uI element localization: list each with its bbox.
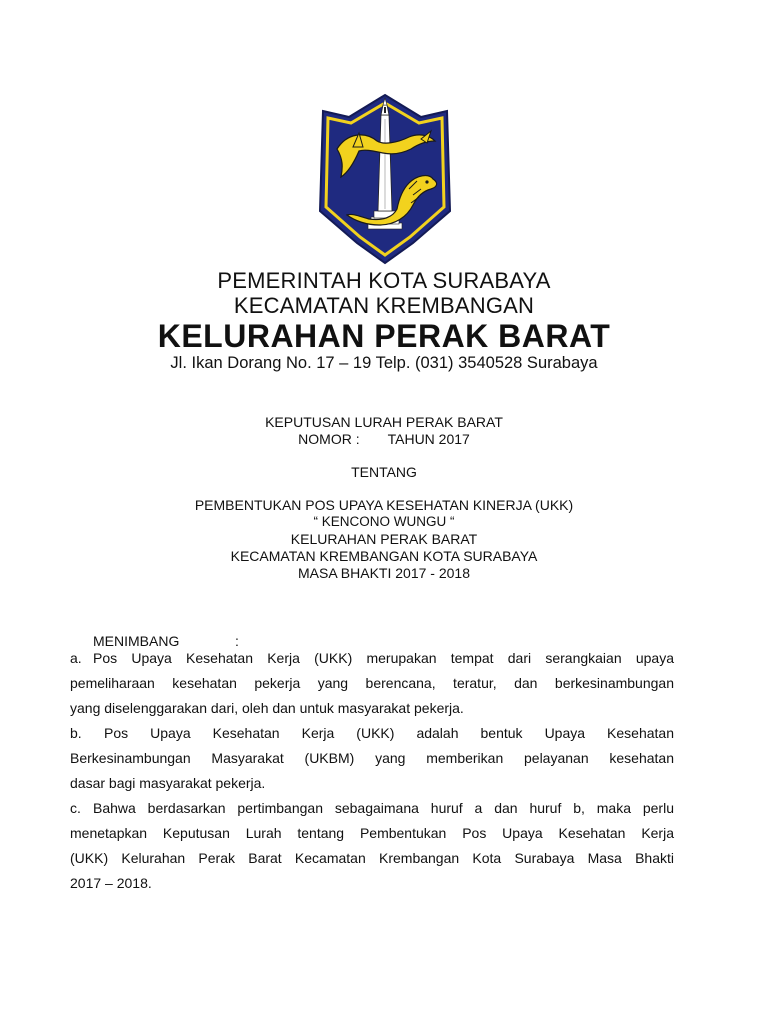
list-item-line: Berkesinambungan Masyarakat (UKBM) yang memberikan pelayanan kesehatan	[70, 750, 674, 766]
list-item-line: Bahwa berdasarkan pertimbangan sebagaimana huruf a dan huruf b, maka perlu	[93, 800, 674, 816]
decree-year: TAHUN 2017	[387, 431, 470, 447]
letterhead-government: PEMERINTAH KOTA SURABAYA	[217, 268, 551, 293]
list-item-line: (UKK) Kelurahan Perak Barat Kecamatan Krembangan Kota Surabaya Masa Bhakti	[70, 850, 674, 866]
decree-subject-line: MASA BHAKTI 2017 - 2018	[298, 565, 470, 581]
list-item-letter: b.	[70, 725, 82, 741]
letterhead-address: Jl. Ikan Dorang No. 17 – 19 Telp. (031) 3540528 Surabaya	[170, 354, 598, 372]
list-item-line: Pos Upaya Kesehatan Kerja (UKK) merupakan tempat dari serangkaian upaya	[93, 650, 674, 666]
surabaya-city-emblem	[313, 93, 457, 265]
considering-label: MENIMBANG	[93, 633, 180, 649]
list-item-letter: a.	[70, 650, 82, 666]
considering-heading	[93, 633, 239, 649]
list-item-letter: c.	[70, 800, 81, 816]
letterhead-subdistrict: KELURAHAN PERAK BARAT	[157, 318, 611, 354]
decree-tentang: TENTANG	[351, 464, 417, 480]
considering-colon: :	[235, 633, 239, 649]
decree-subject-line: KECAMATAN KREMBANGAN KOTA SURABAYA	[230, 548, 538, 564]
decree-subject-line: PEMBENTUKAN POS UPAYA KESEHATAN KINERJA (UKK)	[194, 497, 574, 513]
decree-subject-line: “ KENCONO WUNGU “	[313, 514, 455, 529]
list-item-line: 2017 – 2018.	[70, 875, 152, 891]
decree-subject-line: KELURAHAN PERAK BARAT	[290, 531, 478, 547]
list-item-line: pemeliharaan kesehatan pekerja yang berencana, teratur, dan berkesinambungan	[70, 675, 674, 691]
list-item-line: dasar bagi masyarakat pekerja.	[70, 775, 266, 791]
decree-number	[0, 431, 768, 447]
list-item-line: menetapkan Keputusan Lurah tentang Pembentukan Pos Upaya Kesehatan Kerja	[70, 825, 674, 841]
decree-title: KEPUTUSAN LURAH PERAK BARAT	[265, 414, 503, 430]
letterhead-district: KECAMATAN KREMBANGAN	[233, 293, 535, 318]
list-item-line: Pos Upaya Kesehatan Kerja (UKK) adalah bentuk Upaya Kesehatan	[104, 725, 674, 741]
decree-number-label: NOMOR :	[298, 431, 360, 447]
list-item-line: yang diselenggarakan dari, oleh dan untuk masyarakat pekerja.	[70, 700, 464, 716]
